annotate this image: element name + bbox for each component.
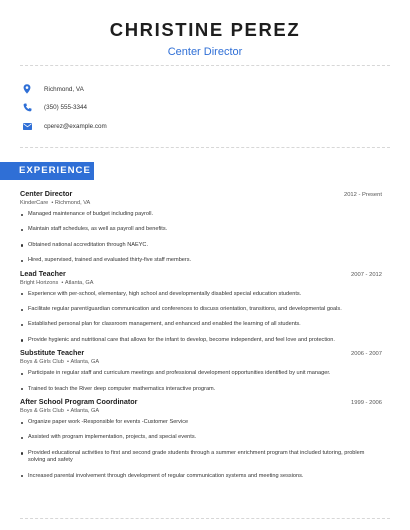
contact-list — [20, 80, 390, 136]
job-dates: 2006 - 2007 — [351, 351, 382, 358]
experience-list — [20, 189, 382, 484]
job-company: Bright Horizons — [20, 279, 59, 286]
job-title: Substitute Teacher — [20, 348, 85, 358]
job-entry — [20, 269, 382, 345]
job-dates: 2012 - Present — [343, 192, 382, 198]
job-dates: 1999 - 2006 — [351, 400, 382, 407]
footer-divider — [20, 518, 390, 519]
job-company: Boys & Girls Club — [20, 359, 64, 366]
job-dates: 2007 - 2012 — [351, 271, 382, 278]
job-bullet: Provided educational activities to first and second grade students through a summer enrichment program that included tutoring, problem solving and safety — [20, 450, 382, 465]
job-bullets — [20, 211, 382, 265]
job-bullet: Experience with per-school, elementary, high school and developmentally disabled special education students. — [20, 291, 382, 298]
job-bullet: Participate in regular staff and curriculum meetings and professional development opportunities identified by unit manager. — [20, 370, 382, 377]
job-bullets — [20, 370, 382, 393]
job-bullet: Provide hygienic and nutritional care that allows for the infant to develop, become independent, and feel love and protection. — [20, 337, 382, 344]
job-bullet: Facilitate regular parent/guardian communication and conferences to discuss orientation, transitions, and developmental goals. — [20, 306, 382, 313]
resume-header — [0, 0, 410, 59]
header-divider — [20, 65, 390, 66]
job-location: Atlanta, GA — [70, 408, 100, 415]
job-bullets — [20, 419, 382, 480]
location-pin-icon — [20, 82, 34, 96]
job-entry — [20, 348, 382, 393]
job-bullet: Obtained national accreditation through NAEYC. — [20, 242, 382, 249]
experience-section-heading: EXPERIENCE — [0, 162, 94, 180]
contact-phone-text: (350) 555-3344 — [44, 104, 88, 112]
job-company: KinderCare — [20, 200, 49, 206]
job-meta: KinderCare • Richmond, VA — [20, 200, 91, 206]
contact-phone — [20, 99, 390, 118]
job-bullet: Assisted with program implementation, projects, and special events. — [20, 434, 382, 441]
job-bullet: Managed maintenance of budget including payroll. — [20, 211, 382, 218]
contact-email — [20, 117, 390, 136]
job-title: After School Program Coordinator — [20, 397, 138, 407]
job-location: Atlanta, GA — [64, 279, 94, 286]
job-meta: Boys & Girls Club • Atlanta, GA — [20, 359, 100, 366]
job-bullet: Trained to teach the River deep computer mathematics interactive program. — [20, 386, 382, 393]
job-bullet: Increased parental involvement through development of regular communication systems and meeting sessions. — [20, 473, 382, 480]
contact-location — [20, 80, 390, 99]
job-meta: Bright Horizons • Atlanta, GA — [20, 279, 94, 286]
job-meta: Boys & Girls Club • Atlanta, GA — [20, 408, 100, 415]
contact-email-text: cperez@example.com — [44, 122, 107, 130]
job-entry — [20, 397, 382, 480]
job-title: Lead Teacher — [20, 268, 66, 278]
phone-icon — [20, 101, 34, 115]
job-bullet: Hired, supervised, trained and evaluated thirty-five staff members. — [20, 257, 382, 264]
mail-icon — [20, 119, 34, 133]
job-location: Atlanta, GA — [70, 359, 100, 366]
job-entry — [20, 189, 382, 265]
job-title: Center Director — [20, 189, 73, 198]
job-bullet: Established personal plan for classroom management, and enhanced and enabled the learning of all students. — [20, 321, 382, 328]
candidate-title: Center Director — [167, 46, 243, 58]
job-bullet: Organize paper work -Responsible for events -Customer Service — [20, 419, 382, 426]
contact-divider — [20, 147, 390, 148]
job-bullet: Maintain staff schedules, as well as payroll and benefits. — [20, 226, 382, 233]
job-location: Richmond, VA — [54, 200, 91, 206]
contact-location-text: Richmond, VA — [44, 85, 84, 93]
job-bullets — [20, 291, 382, 345]
job-company: Boys & Girls Club — [20, 408, 64, 415]
candidate-name: CHRISTINE PEREZ — [109, 19, 301, 40]
